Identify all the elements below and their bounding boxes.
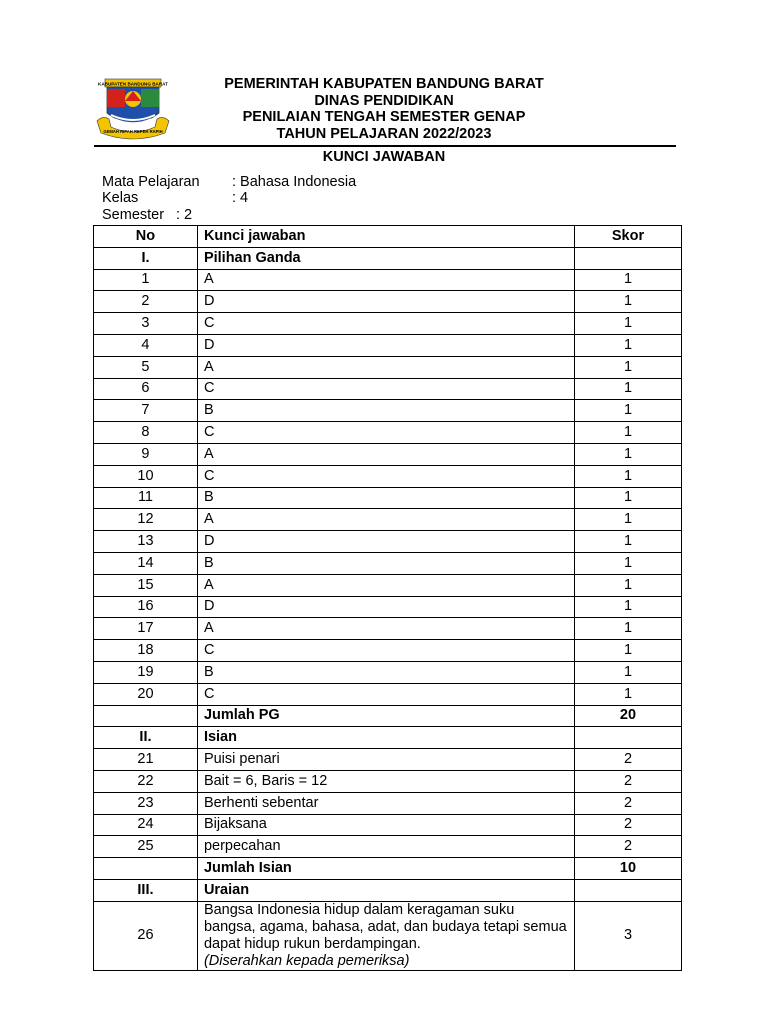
answer-cell: D [197, 334, 574, 356]
subject-label: Mata Pelajaran [102, 174, 200, 190]
table-row [94, 356, 682, 378]
question-number: 10 [94, 465, 198, 487]
table-row [94, 552, 682, 574]
header-line-4: TAHUN PELAJARAN 2022/2023 [276, 125, 492, 142]
question-number: 26 [94, 901, 198, 970]
examiner-note: (Diserahkan kepada pemeriksa) [203, 952, 410, 969]
score-cell: 1 [574, 291, 681, 313]
answer-cell: B [197, 400, 574, 422]
score-cell: 1 [574, 465, 681, 487]
question-number: 6 [94, 378, 198, 400]
score-cell: 1 [574, 640, 681, 662]
section-score-empty [574, 247, 681, 269]
score-cell: 2 [574, 814, 681, 836]
total-empty [94, 858, 198, 880]
table-row [94, 378, 682, 400]
question-number: 18 [94, 640, 198, 662]
subject-value: : Bahasa Indonesia [232, 174, 357, 190]
answer-cell: C [197, 313, 574, 335]
question-number: 16 [94, 596, 198, 618]
table-row [94, 596, 682, 618]
section-number: III. [94, 879, 198, 901]
score-cell: 1 [574, 596, 681, 618]
score-cell: 2 [574, 749, 681, 771]
score-cell: 1 [574, 356, 681, 378]
table-row [94, 749, 682, 771]
logo-text-top: KABUPATEN BANDUNG BARAT [98, 81, 168, 87]
score-cell: 1 [574, 618, 681, 640]
table-row [94, 422, 682, 444]
answer-cell: A [197, 509, 574, 531]
score-cell: 1 [574, 422, 681, 444]
answer-cell: D [197, 291, 574, 313]
answer-cell: C [197, 640, 574, 662]
answer-cell: C [197, 422, 574, 444]
total-row-pg [94, 705, 682, 727]
answer-cell: C [197, 683, 574, 705]
score-cell: 2 [574, 792, 681, 814]
score-cell: 1 [574, 552, 681, 574]
question-number: 4 [94, 334, 198, 356]
section-score-empty [574, 879, 681, 901]
table-row [94, 400, 682, 422]
meta-class [102, 190, 248, 206]
score-cell: 1 [574, 487, 681, 509]
header-score: Skor [574, 226, 681, 248]
question-number: 11 [94, 487, 198, 509]
total-label: Jumlah PG [197, 705, 574, 727]
question-number: 2 [94, 291, 198, 313]
semester-label: Semester [102, 207, 165, 223]
answer-cell: B [197, 487, 574, 509]
total-score: 20 [574, 705, 681, 727]
question-number: 13 [94, 531, 198, 553]
logo-text-bottom: GEMAH RIPAH REPEH RAPIH [103, 129, 163, 134]
question-number: 8 [94, 422, 198, 444]
answer-cell: Bait = 6, Baris = 12 [197, 770, 574, 792]
score-cell: 1 [574, 661, 681, 683]
header-line-1: PEMERINTAH KABUPATEN BANDUNG BARAT [224, 76, 544, 92]
question-number: 19 [94, 661, 198, 683]
question-number: 3 [94, 313, 198, 335]
question-number: 5 [94, 356, 198, 378]
meta-semester [102, 207, 192, 223]
question-number: 20 [94, 683, 198, 705]
answer-cell: A [197, 618, 574, 640]
table-row [94, 334, 682, 356]
total-row-isian [94, 858, 682, 880]
section-score-empty [574, 727, 681, 749]
table-row [94, 661, 682, 683]
table-row [94, 509, 682, 531]
answer-cell: B [197, 661, 574, 683]
answer-cell [197, 901, 574, 970]
answer-cell: A [197, 574, 574, 596]
table-row [94, 487, 682, 509]
question-number: 14 [94, 552, 198, 574]
score-cell: 1 [574, 683, 681, 705]
score-cell: 1 [574, 574, 681, 596]
header-line-2: DINAS PENDIDIKAN [314, 92, 454, 109]
score-cell: 1 [574, 443, 681, 465]
answer-cell: A [197, 269, 574, 291]
question-number: 7 [94, 400, 198, 422]
score-cell: 1 [574, 334, 681, 356]
table-row [94, 792, 682, 814]
score-cell: 2 [574, 770, 681, 792]
table-row [94, 465, 682, 487]
table-row [94, 814, 682, 836]
section-number: II. [94, 727, 198, 749]
question-number: 22 [94, 770, 198, 792]
answer-cell: A [197, 443, 574, 465]
header-no: No [94, 226, 198, 248]
section-number: I. [94, 247, 198, 269]
question-number: 24 [94, 814, 198, 836]
answer-cell: D [197, 596, 574, 618]
score-cell: 3 [574, 901, 681, 970]
total-empty [94, 705, 198, 727]
answer-cell: perpecahan [197, 836, 574, 858]
question-number: 17 [94, 618, 198, 640]
header-divider [94, 145, 676, 147]
table-row [94, 618, 682, 640]
table-row [94, 269, 682, 291]
section-row-isian [94, 727, 682, 749]
question-number: 15 [94, 574, 198, 596]
score-cell: 1 [574, 400, 681, 422]
question-number: 1 [94, 269, 198, 291]
table-row [94, 683, 682, 705]
total-label: Jumlah Isian [197, 858, 574, 880]
table-row [94, 531, 682, 553]
total-score: 10 [574, 858, 681, 880]
table-row [94, 770, 682, 792]
score-cell: 1 [574, 269, 681, 291]
answer-cell: B [197, 552, 574, 574]
answer-cell: A [197, 356, 574, 378]
answer-cell: D [197, 531, 574, 553]
section-title: Pilihan Ganda [197, 247, 574, 269]
table-row-essay [94, 901, 682, 970]
score-cell: 1 [574, 378, 681, 400]
question-number: 23 [94, 792, 198, 814]
table-row [94, 836, 682, 858]
answer-cell: Puisi penari [197, 749, 574, 771]
header-answer: Kunci jawaban [197, 226, 574, 248]
semester-value: : 2 [176, 207, 193, 223]
table-row [94, 640, 682, 662]
score-cell: 2 [574, 836, 681, 858]
score-cell: 1 [574, 531, 681, 553]
score-cell: 1 [574, 313, 681, 335]
essay-answer-text: Bangsa Indonesia hidup dalam keragaman suku bangsa, agama, bahasa, adat, dan budaya tetapi semua dapat hidup rukun berdampingan. [203, 901, 567, 952]
section-title: Isian [197, 727, 574, 749]
answer-key-table [93, 225, 682, 971]
question-number: 9 [94, 443, 198, 465]
document-subtitle: KUNCI JAWABAN [322, 149, 446, 165]
question-number: 21 [94, 749, 198, 771]
document-header [150, 76, 618, 142]
answer-cell: Bijaksana [197, 814, 574, 836]
score-cell: 1 [574, 509, 681, 531]
meta-subject [102, 174, 356, 190]
question-number: 12 [94, 509, 198, 531]
answer-cell: C [197, 378, 574, 400]
table-row [94, 574, 682, 596]
section-row-uraian [94, 879, 682, 901]
table-header-row [94, 226, 682, 248]
question-number: 25 [94, 836, 198, 858]
header-line-3: PENILAIAN TENGAH SEMESTER GENAP [242, 109, 526, 125]
answer-cell: C [197, 465, 574, 487]
class-label: Kelas [102, 190, 139, 206]
table-row [94, 313, 682, 335]
table-row [94, 443, 682, 465]
table-row [94, 291, 682, 313]
section-title: Uraian [197, 879, 574, 901]
section-row-pilihan-ganda [94, 247, 682, 269]
class-value: : 4 [232, 190, 249, 206]
answer-cell: Berhenti sebentar [197, 792, 574, 814]
